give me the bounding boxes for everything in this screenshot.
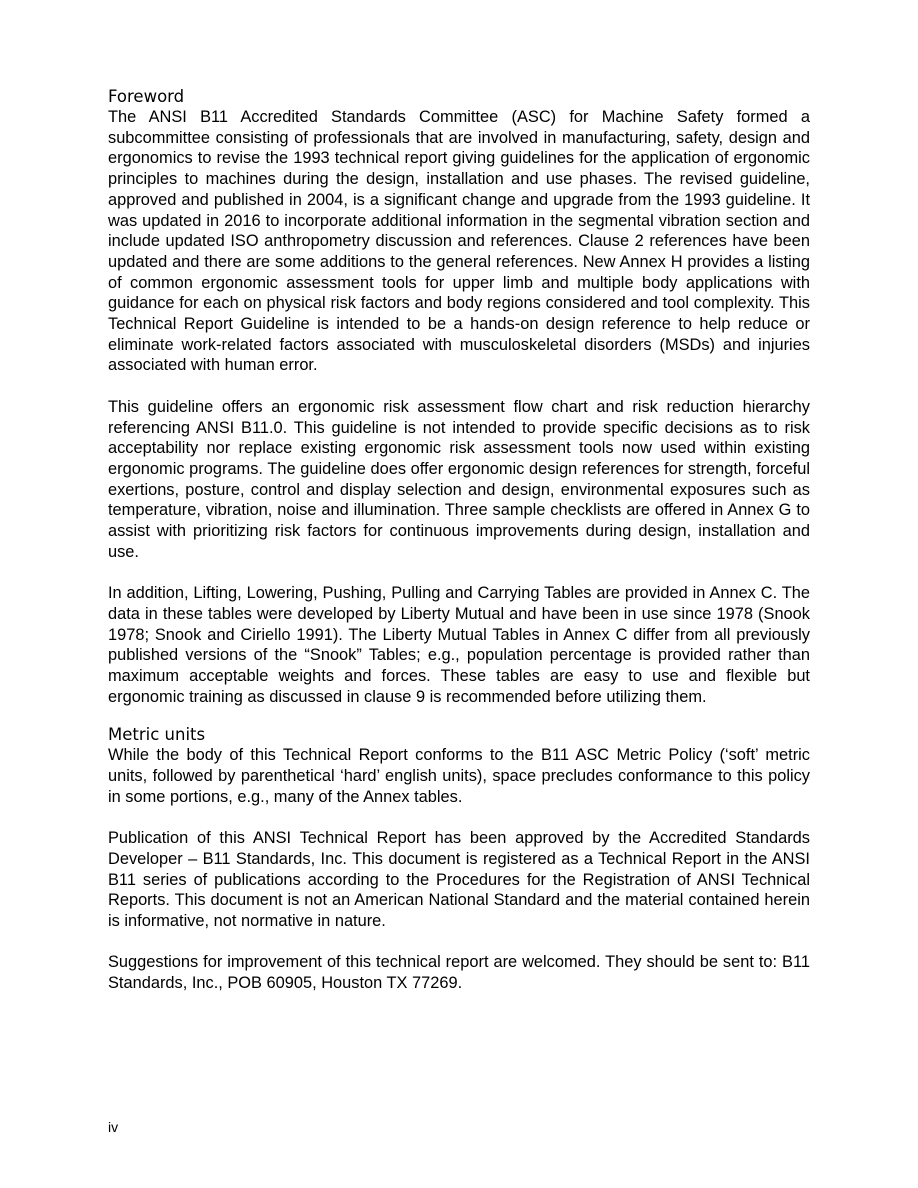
foreword-heading: Foreword: [108, 87, 185, 106]
foreword-paragraph-2: This guideline offers an ergonomic risk assessment flow chart and risk reduction hierarchy referencing ANSI B11.0. This guideline is not intended to provide specific decisions as to risk acceptability nor replace existing ergonomic risk assessment tools now used within existing ergonomic programs. The guideline does offer ergonomic design references for strength, forceful exertions, posture, control and display selection and design, environmental exposures such as temperature, vibration, noise and illumination. Three sample checklists are offered in Annex G to assist with prioritizing risk factors for continuous improvements during design, installation and use.: [108, 397, 810, 561]
paragraph-spacer: [108, 562, 810, 583]
metric-units-paragraph-2: Publication of this ANSI Technical Report has been approved by the Accredited Standards Developer – B11 Standards, Inc. This document is registered as a Technical Report in the ANSI B11 series of publications according to the Procedures for the Registration of ANSI Technical Reports. This document is not an American National Standard and the material contained herein is informative, not normative in nature.: [108, 829, 810, 930]
metric-units-paragraph-3: Suggestions for improvement of this technical report are welcomed. They should be sent to: B11 Standards, Inc., POB 60905, Houston TX 77269.: [108, 953, 810, 993]
foreword-paragraph-3: In addition, Lifting, Lowering, Pushing, Pulling and Carrying Tables are provided in Annex C. The data in these tables were developed by Liberty Mutual and have been in use since 1978 (Snook 1978; Snook and Ciriello 1991). The Liberty Mutual Tables in Annex C differ from all previously published versions of the “Snook” Tables; e.g., population percentage is provided rather than maximum acceptable weights and forces. These tables are easy to use and flexible but ergonomic training as discussed in clause 9 is recommended before utilizing them.: [108, 584, 810, 706]
paragraph-spacer: [108, 932, 810, 953]
metric-units-paragraph-1: While the body of this Technical Report conforms to the B11 ASC Metric Policy (‘soft’ metric units, followed by parenthetical ‘hard’ english units), space precludes conformance to this policy in some portions, e.g., many of the Annex tables.: [108, 746, 810, 806]
foreword-paragraph-1: The ANSI B11 Accredited Standards Committee (ASC) for Machine Safety formed a subcommittee consisting of professionals that are involved in manufacturing, safety, design and ergonomics to revise the 1993 technical report giving guidelines for the application of ergonomic principles to machines during the design, installation and use phases. The revised guideline, approved and published in 2004, is a significant change and upgrade from the 1993 guideline. It was updated in 2016 to incorporate additional information in the segmental vibration section and include updated ISO anthropometry discussion and references. Clause 2 references have been updated and there are some additions to the general references. New Annex H provides a listing of common ergonomic assessment tools for upper limb and multiple body applications with guidance for each on physical risk factors and body regions considered and tool complexity. This Technical Report Guideline is intended to be a hands-on design reference to help reduce or eliminate work-related factors associated with musculoskeletal disorders (MSDs) and injuries associated with human error.: [108, 108, 810, 375]
document-page: [108, 86, 810, 994]
page-number: iv: [108, 1119, 119, 1135]
paragraph-spacer: [108, 807, 810, 828]
metric-units-heading: Metric units: [108, 725, 206, 745]
paragraph-spacer: [108, 376, 810, 397]
paragraph-spacer: [108, 707, 810, 724]
